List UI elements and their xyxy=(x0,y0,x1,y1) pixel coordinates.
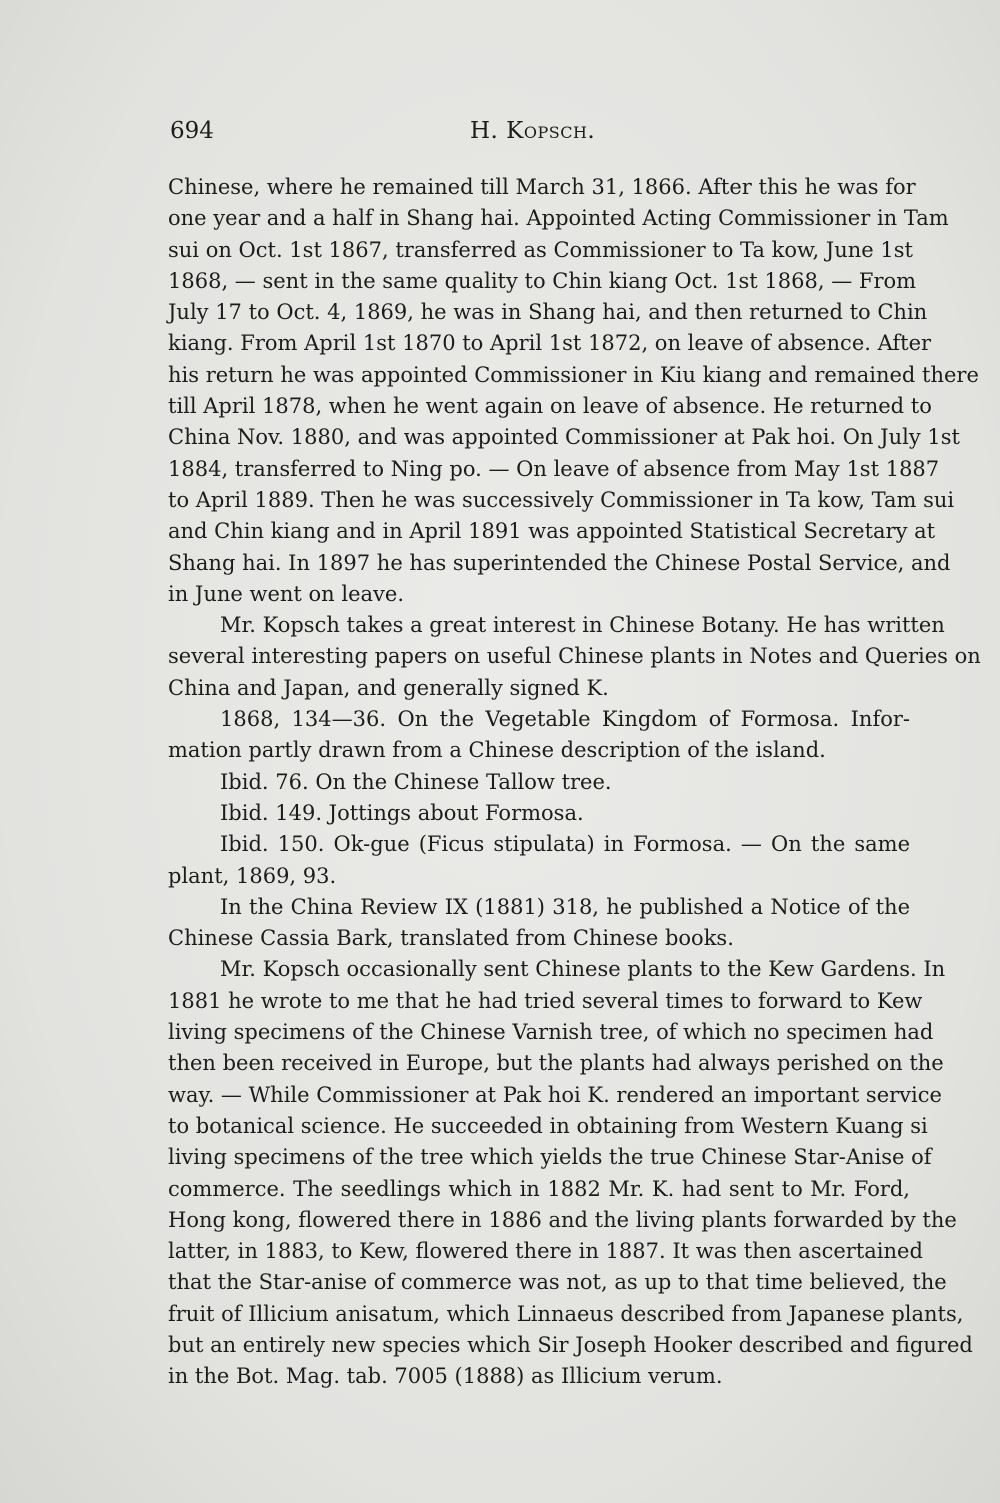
text-line: that the Star-anise of commerce was not, as up to that time believed, the xyxy=(168,1270,947,1295)
text-line: and Chin kiang and in April 1891 was appointed Statistical Secretary at xyxy=(168,519,936,544)
text-line: mation partly drawn from a Chinese description of the island. xyxy=(168,738,826,763)
text-line: Ibid. 149. Jottings about Formosa. xyxy=(220,800,584,825)
paragraph xyxy=(168,954,973,1392)
text-line: July 17 to Oct. 4, 1869, he was in Shang hai, and then returned to Chin xyxy=(168,300,928,325)
text-line: Ibid. 150. Ok-gue (Ficus stipulata) in Formosa. — On the same xyxy=(220,832,910,857)
paragraph xyxy=(168,892,910,955)
text-line: 1881 he wrote to me that he had tried several times to forward to Kew xyxy=(168,988,923,1013)
paragraph xyxy=(168,610,981,704)
paragraph xyxy=(168,798,910,829)
text-line: 1884, transferred to Ning po. — On leave of absence from May 1st 1887 xyxy=(168,456,940,481)
text-line: then been received in Europe, but the plants had always perished on the xyxy=(168,1051,944,1076)
text-line: Chinese Cassia Bark, translated from Chinese books. xyxy=(168,926,734,951)
text-line: fruit of Illicium anisatum, which Linnaeus described from Japanese plants, xyxy=(168,1301,964,1326)
text-line: but an entirely new species which Sir Joseph Hooker described and figured xyxy=(168,1332,973,1357)
text-line: several interesting papers on useful Chinese plants in Notes and Queries on xyxy=(168,644,981,669)
text-line: one year and a half in Shang hai. Appointed Acting Commissioner in Tam xyxy=(168,206,949,231)
text-line: Hong kong, flowered there in 1886 and the living plants forwarded by the xyxy=(168,1207,957,1232)
text-line: China Nov. 1880, and was appointed Commissioner at Pak hoi. On July 1st xyxy=(168,425,960,450)
page-number: 694 xyxy=(170,118,214,144)
text-line: sui on Oct. 1st 1867, transferred as Commissioner to Ta kow, June 1st xyxy=(168,237,913,262)
text-line: commerce. The seedlings which in 1882 Mr. K. had sent to Mr. Ford, xyxy=(168,1176,910,1201)
text-line: to botanical science. He succeeded in obtaining from Western Kuang si xyxy=(168,1113,928,1138)
text-line: 1868, 134—36. On the Vegetable Kingdom of Formosa. Infor- xyxy=(220,707,910,732)
text-line: kiang. From April 1st 1870 to April 1st 1872, on leave of absence. After xyxy=(168,331,932,356)
text-line: Shang hai. In 1897 he has superintended the Chinese Postal Service, and xyxy=(168,550,951,575)
running-head: H. Kopsch. xyxy=(470,118,596,144)
text-line: plant, 1869, 93. xyxy=(168,863,337,888)
text-line: Mr. Kopsch takes a great interest in Chinese Botany. He has written xyxy=(220,613,945,638)
text-line: living specimens of the tree which yields the true Chinese Star-Anise of xyxy=(168,1145,932,1170)
paragraph xyxy=(168,767,910,798)
text-line: living specimens of the Chinese Varnish tree, of which no specimen had xyxy=(168,1020,934,1045)
paragraph xyxy=(168,704,910,767)
text-line: Ibid. 76. On the Chinese Tallow tree. xyxy=(220,769,612,794)
text-line: China and Japan, and generally signed K. xyxy=(168,675,609,700)
text-line: latter, in 1883, to Kew, flowered there in 1887. It was then ascertained xyxy=(168,1239,923,1264)
text-line: Mr. Kopsch occasionally sent Chinese plants to the Kew Gardens. In xyxy=(220,957,946,982)
text-line: to April 1889. Then he was successively Commissioner in Ta kow, Tam sui xyxy=(168,487,955,512)
text-line: 1868, — sent in the same quality to Chin kiang Oct. 1st 1868, — From xyxy=(168,268,917,293)
text-line: his return he was appointed Commissioner in Kiu kiang and remained there xyxy=(168,362,979,387)
text-line: in June went on leave. xyxy=(168,581,405,606)
text-line: In the China Review IX (1881) 318, he published a Notice of the xyxy=(220,894,910,919)
paragraph xyxy=(168,829,910,892)
text-line: Chinese, where he remained till March 31, 1866. After this he was for xyxy=(168,175,916,199)
text-line: in the Bot. Mag. tab. 7005 (1888) as Illicium verum. xyxy=(168,1364,723,1389)
text-line: way. — While Commissioner at Pak hoi K. rendered an important service xyxy=(168,1082,942,1107)
body-text xyxy=(168,172,981,1393)
page-header xyxy=(170,118,910,152)
paragraph xyxy=(168,172,979,610)
text-line: till April 1878, when he went again on leave of absence. He returned to xyxy=(168,394,932,419)
